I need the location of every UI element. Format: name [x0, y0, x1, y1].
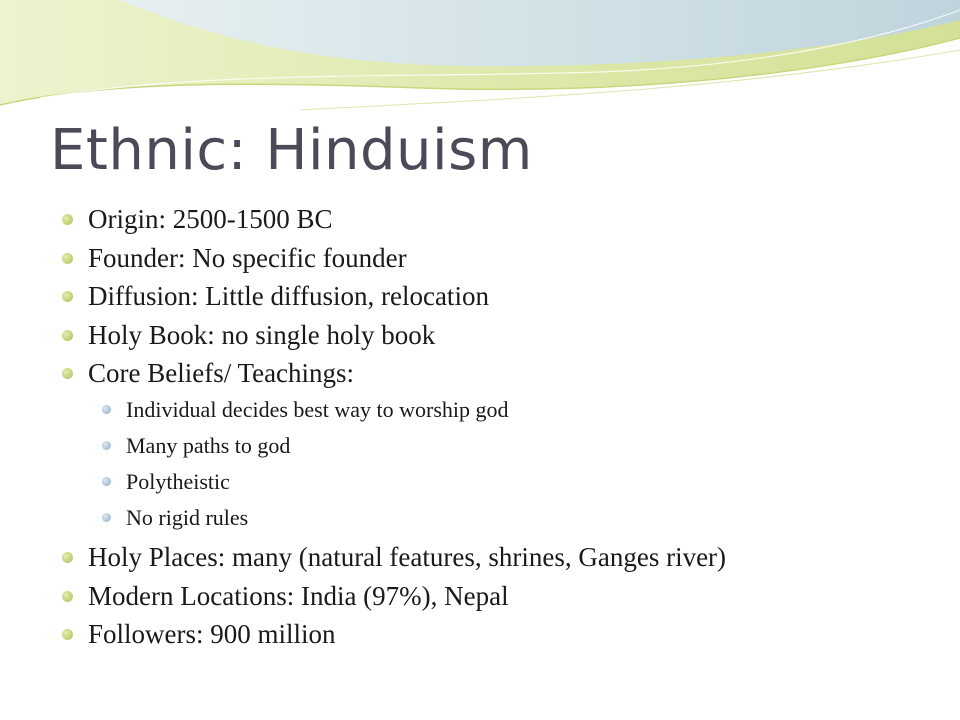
bullet-origin: Origin: 2500-1500 BC — [62, 200, 942, 239]
bullet-followers: Followers: 900 million — [62, 615, 942, 654]
bullet-holy-book: Holy Book: no single holy book — [62, 316, 942, 355]
bullet-founder: Founder: No specific founder — [62, 239, 942, 278]
header-wave-decoration — [0, 0, 960, 130]
bullet-content — [62, 200, 942, 654]
bullet-diffusion: Diffusion: Little diffusion, relocation — [62, 277, 942, 316]
bullet-modern-locations: Modern Locations: India (97%), Nepal — [62, 577, 942, 616]
bullet-core-beliefs — [62, 354, 942, 536]
sub-bullet-no-rigid-rules: No rigid rules — [102, 500, 942, 536]
bullet-holy-places: Holy Places: many (natural features, shrines, Ganges river) — [62, 538, 942, 577]
sub-bullet-list — [88, 392, 942, 536]
sub-bullet-many-paths: Many paths to god — [102, 428, 942, 464]
sub-bullet-individual: Individual decides best way to worship god — [102, 392, 942, 428]
bullet-core-beliefs-label: Core Beliefs/ Teachings: — [88, 358, 355, 388]
sub-bullet-polytheistic: Polytheistic — [102, 464, 942, 500]
slide-title: Ethnic: Hinduism — [50, 118, 533, 183]
bullet-list — [62, 200, 942, 654]
